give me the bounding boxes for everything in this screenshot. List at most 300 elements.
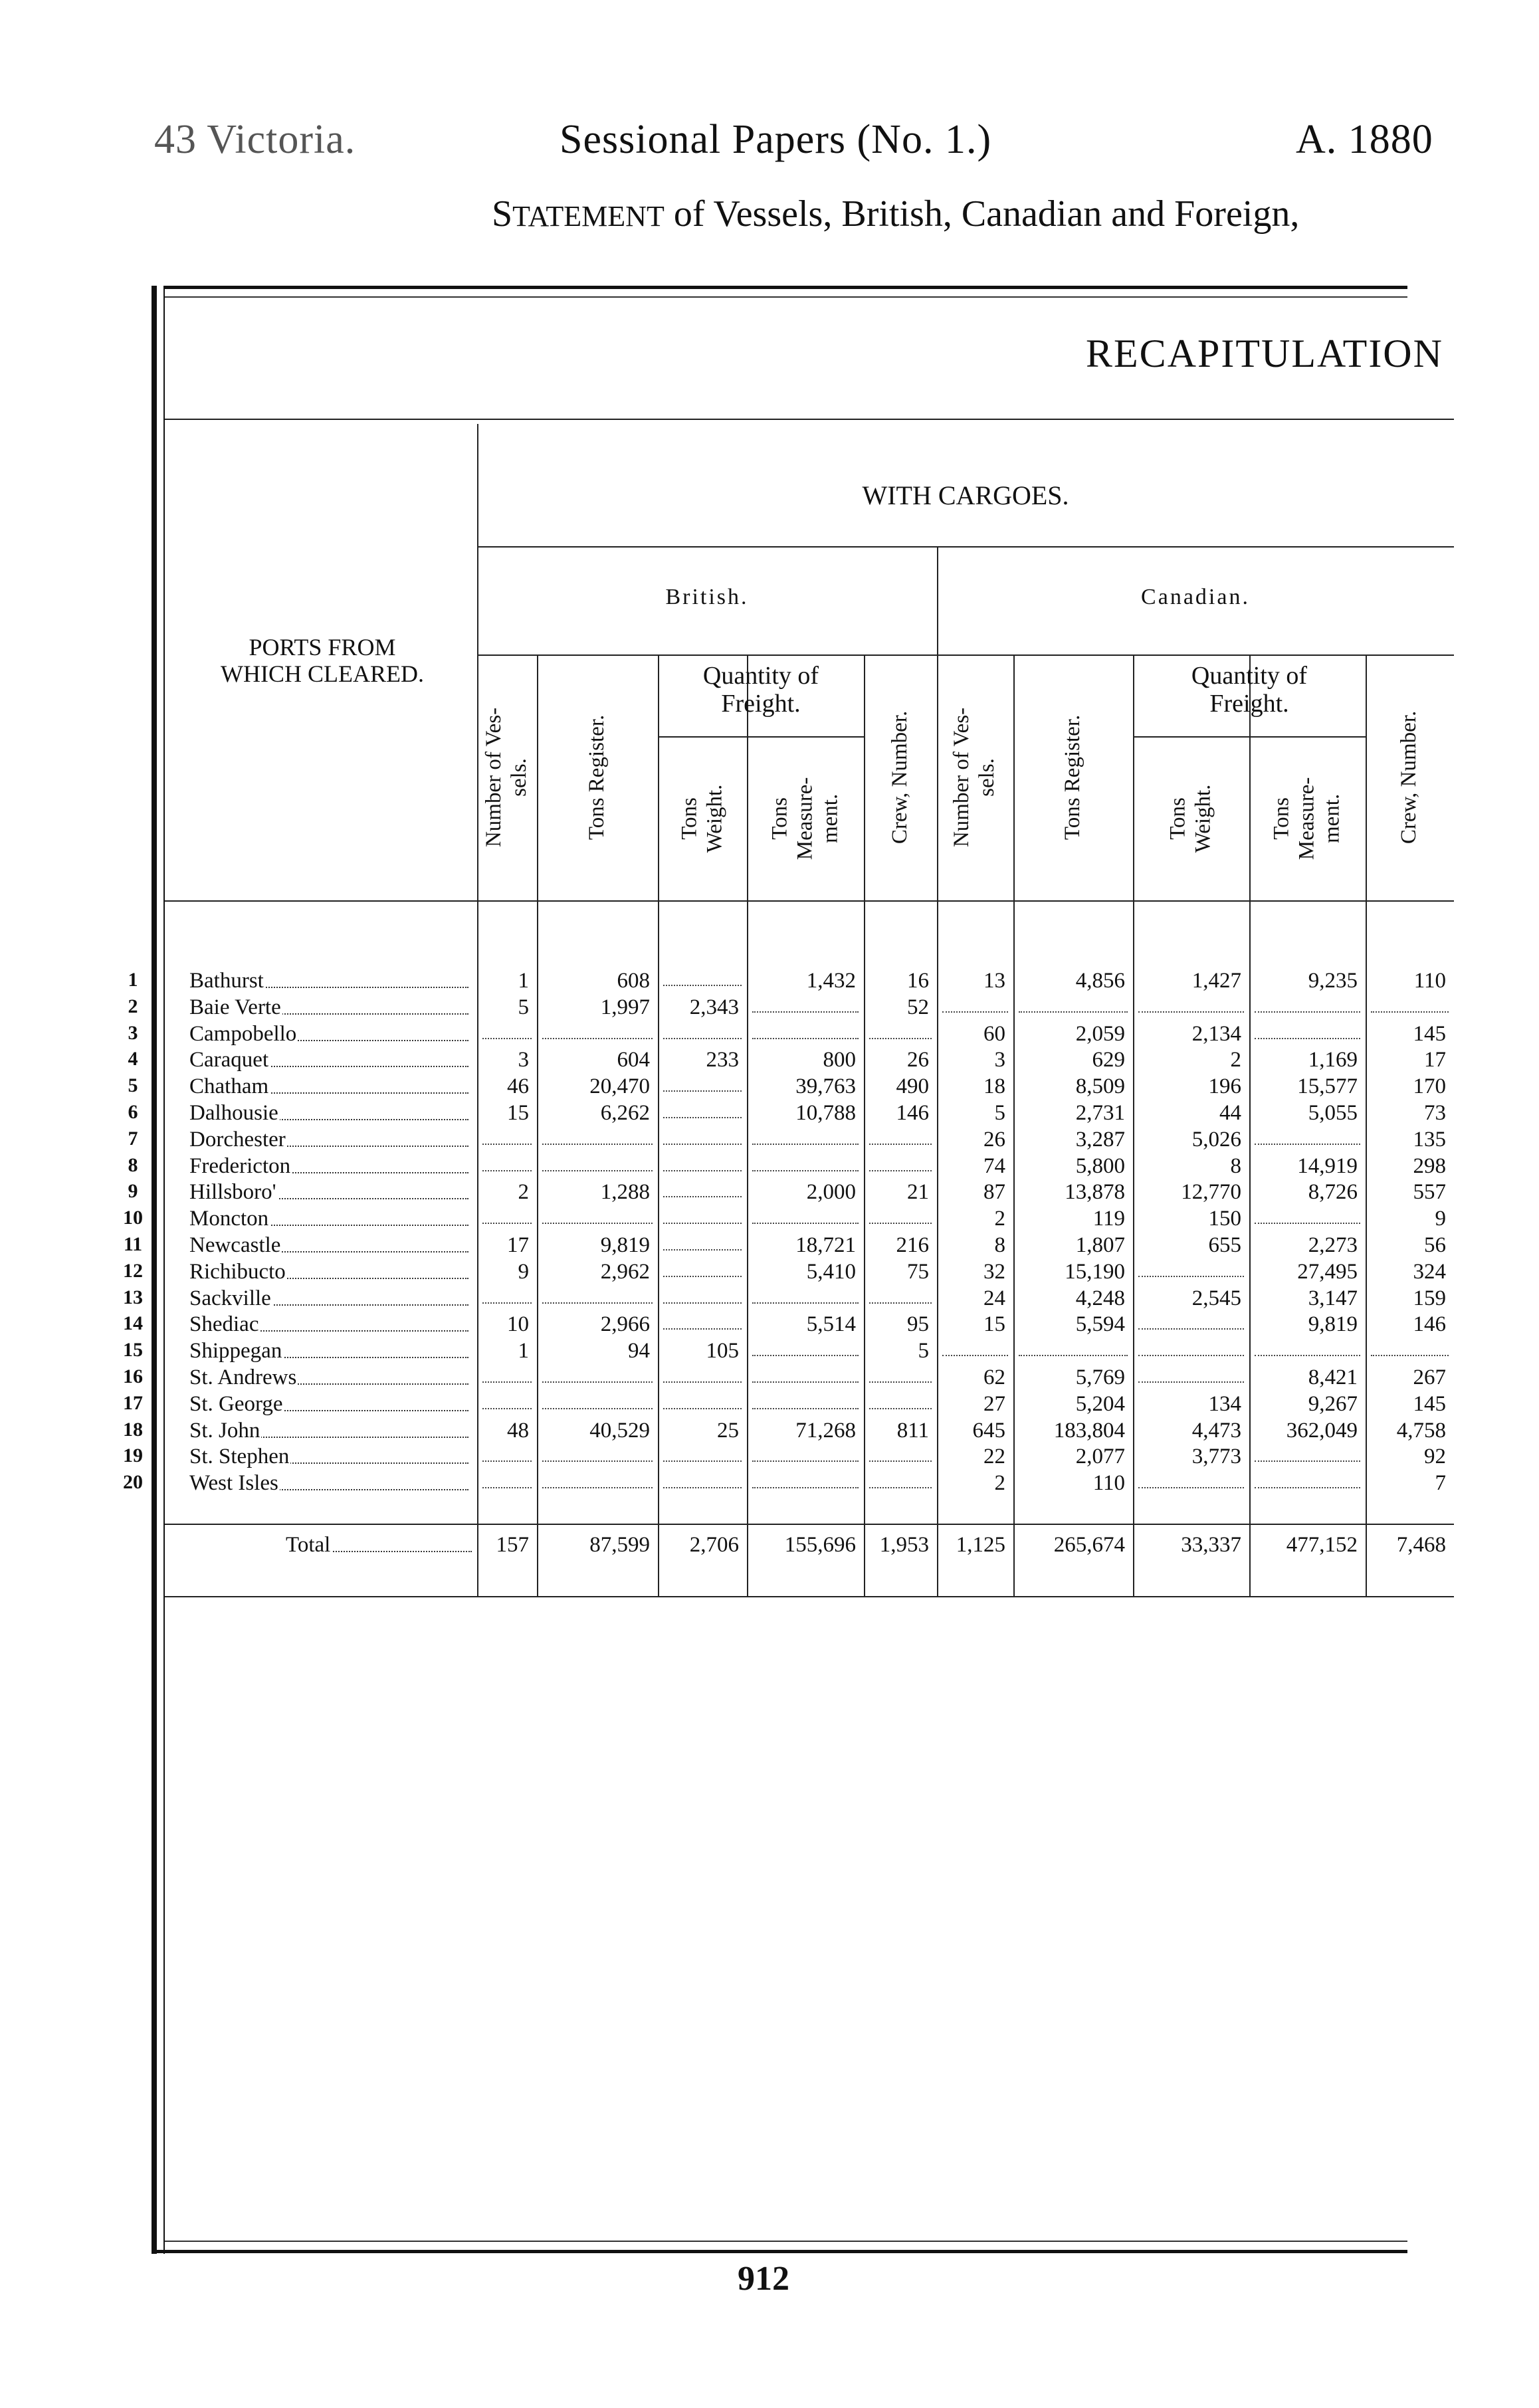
empty-cell-leader	[482, 1038, 532, 1039]
table-cell: 14,919	[1297, 1154, 1358, 1178]
table-cell: 298	[1413, 1154, 1446, 1178]
table-cell: 44	[1219, 1101, 1241, 1125]
british-vessels-heading-text: Number of Ves- sels.	[482, 707, 531, 848]
header-volume: 43 Victoria.	[154, 117, 356, 162]
table-cell: 1	[518, 969, 529, 993]
empty-cell-leader	[1138, 1355, 1244, 1356]
canadian-vessels-heading-text: Number of Ves- sels.	[950, 707, 999, 848]
canadian-tons-register-heading-text: Tons Register.	[1061, 714, 1085, 841]
empty-cell-leader	[663, 1144, 742, 1145]
table-cell: 6,262	[600, 1101, 650, 1125]
table-cell: 1,169	[1308, 1048, 1358, 1072]
table-cell: 5,410	[806, 1259, 856, 1284]
table-cell: 13	[983, 969, 1005, 993]
total-label-text: Total	[286, 1533, 331, 1557]
empty-cell-leader	[752, 1170, 859, 1171]
empty-cell-leader	[482, 1144, 532, 1145]
table-cell: 2,077	[1075, 1445, 1125, 1469]
table-cell: 216	[896, 1233, 929, 1257]
empty-cell-leader	[542, 1460, 653, 1462]
empty-cell-leader	[663, 1487, 742, 1488]
table-cell: 604	[617, 1048, 650, 1072]
table-cell: 8	[1230, 1154, 1241, 1178]
table-cell: 8,509	[1075, 1074, 1125, 1099]
port-name-text: Hillsboro'	[189, 1180, 276, 1205]
table-cell: 5,594	[1075, 1312, 1125, 1337]
table-cell: 7,468	[1396, 1533, 1446, 1557]
port-name-text: Baie Verte	[189, 995, 281, 1019]
empty-cell-leader	[663, 1223, 742, 1224]
table-cell: 17	[507, 1233, 529, 1257]
table-cell: 7	[1435, 1471, 1446, 1496]
empty-cell-leader	[1255, 1038, 1360, 1039]
canadian-tons-measure-heading-text: Tons Measure- ment.	[1269, 777, 1344, 860]
empty-cell-leader	[942, 1011, 1008, 1013]
table-cell: 3	[994, 1048, 1005, 1072]
table-cell: 2,966	[600, 1312, 650, 1337]
port-name-text: Campobello	[189, 1021, 297, 1046]
table-cell: 159	[1413, 1286, 1446, 1310]
table-cell: 2	[994, 1207, 1005, 1231]
table-cell: 105	[706, 1339, 739, 1363]
table-cell: 477,152	[1286, 1533, 1358, 1557]
table-cell: 265,674	[1053, 1533, 1125, 1557]
empty-cell-leader	[1255, 1011, 1360, 1013]
table-cell: 2	[518, 1180, 529, 1205]
empty-cell-leader	[663, 1117, 742, 1118]
empty-cell-leader	[542, 1302, 653, 1304]
canadian-tons-weight-heading-text: Tons Weight.	[1166, 784, 1215, 853]
empty-cell-leader	[869, 1408, 932, 1409]
row-number: 9	[128, 1180, 138, 1203]
table-cell: 48	[507, 1418, 529, 1443]
port-name	[189, 1074, 468, 1099]
table-cell: 5,800	[1075, 1154, 1125, 1178]
table-cell: 62	[983, 1365, 1005, 1389]
port-name-text: Chatham	[189, 1074, 269, 1099]
port-name	[189, 995, 468, 1020]
empty-cell-leader	[1255, 1487, 1360, 1488]
rule-above-total	[165, 1524, 1454, 1525]
table-cell: 26	[983, 1127, 1005, 1152]
table-cell: 170	[1413, 1074, 1446, 1099]
table-cell: 9	[1435, 1207, 1446, 1231]
table-cell: 5,204	[1075, 1391, 1125, 1416]
table-cell: 18	[983, 1074, 1005, 1099]
empty-cell-leader	[663, 1170, 742, 1171]
table-cell: 9,267	[1308, 1391, 1358, 1416]
row-number: 3	[128, 1021, 138, 1044]
table-cell: 155,696	[784, 1533, 856, 1557]
table-cell: 3,147	[1308, 1286, 1358, 1310]
table-cell: 157	[496, 1533, 529, 1557]
canadian-tons-weight-heading	[1133, 736, 1249, 900]
british-tons-register-heading	[537, 654, 658, 900]
empty-cell-leader	[942, 1355, 1008, 1356]
table-cell: 1,427	[1191, 969, 1241, 993]
table-cell: 145	[1413, 1391, 1446, 1416]
header-year: A. 1880	[1296, 117, 1433, 162]
port-name-text: West Isles	[189, 1471, 278, 1496]
british-vessels-heading	[477, 654, 537, 900]
row-number: 14	[123, 1312, 143, 1335]
port-name-text: Caraquet	[189, 1048, 269, 1072]
table-cell: 22	[983, 1445, 1005, 1469]
canadian-vessels-heading	[937, 654, 1013, 900]
table-cell: 16	[907, 969, 929, 993]
table-cell: 5,514	[806, 1312, 856, 1337]
rule-under-headings	[165, 900, 1454, 902]
page-number: 912	[738, 2260, 789, 2298]
table-cell: 32	[983, 1259, 1005, 1284]
table-cell: 71,268	[795, 1418, 856, 1443]
empty-cell-leader	[752, 1011, 859, 1013]
table-cell: 2,273	[1308, 1233, 1358, 1257]
empty-cell-leader	[1255, 1144, 1360, 1145]
table-cell: 1	[518, 1339, 529, 1363]
frame-bottom-rule	[152, 2250, 1407, 2253]
port-name	[189, 1022, 468, 1047]
british-quantity-heading: Quantity of Freight.	[702, 662, 819, 718]
table-cell: 183,804	[1053, 1418, 1125, 1443]
with-cargoes-heading: WITH CARGOES.	[862, 480, 1069, 510]
table-cell: 119	[1092, 1207, 1125, 1231]
table-cell: 24	[983, 1286, 1005, 1310]
table-cell: 12,770	[1181, 1180, 1241, 1205]
table-cell: 800	[823, 1048, 856, 1072]
empty-cell-leader	[663, 1408, 742, 1409]
table-cell: 629	[1092, 1048, 1125, 1072]
port-name	[189, 1260, 468, 1284]
table-cell: 2,706	[689, 1533, 739, 1557]
empty-cell-leader	[1138, 1328, 1244, 1330]
row-number: 16	[123, 1365, 143, 1387]
empty-cell-leader	[869, 1170, 932, 1171]
port-name	[189, 1233, 468, 1258]
table-cell: 146	[1413, 1312, 1446, 1337]
empty-cell-leader	[752, 1408, 859, 1409]
table-cell: 1,288	[600, 1180, 650, 1205]
british-heading: British.	[665, 585, 749, 609]
row-number: 5	[128, 1074, 138, 1097]
table-cell: 135	[1413, 1127, 1446, 1152]
empty-cell-leader	[869, 1381, 932, 1383]
frame-bottom-rule-inner	[165, 2241, 1407, 2242]
empty-cell-leader	[752, 1355, 859, 1356]
empty-cell-leader	[542, 1487, 653, 1488]
table-cell: 110	[1092, 1471, 1125, 1496]
port-name-text: St. John	[189, 1418, 260, 1443]
table-cell: 18,721	[795, 1233, 856, 1257]
british-tons-measure-heading	[747, 736, 864, 900]
table-cell: 60	[983, 1021, 1005, 1046]
table-cell: 13,878	[1065, 1180, 1125, 1205]
empty-cell-leader	[542, 1223, 653, 1224]
table-cell: 9	[518, 1259, 529, 1284]
table-cell: 3	[518, 1048, 529, 1072]
table-cell: 56	[1424, 1233, 1446, 1257]
table-cell: 557	[1413, 1180, 1446, 1205]
port-name	[189, 1339, 468, 1363]
port-name	[189, 1128, 468, 1152]
row-number: 15	[123, 1339, 143, 1361]
recapitulation-heading: RECAPITULATION	[1086, 332, 1443, 375]
table-cell: 95	[907, 1312, 929, 1337]
table-cell: 17	[1424, 1048, 1446, 1072]
canadian-tons-measure-heading	[1249, 736, 1366, 900]
table-cell: 9,819	[600, 1233, 650, 1257]
table-cell: 27	[983, 1391, 1005, 1416]
table-cell: 1,953	[879, 1533, 929, 1557]
empty-cell-leader	[482, 1460, 532, 1462]
empty-cell-leader	[1138, 1011, 1244, 1013]
table-cell: 9,819	[1308, 1312, 1358, 1337]
table-cell: 8	[994, 1233, 1005, 1257]
port-name-text: St. Stephen	[189, 1445, 290, 1469]
table-cell: 150	[1208, 1207, 1241, 1231]
port-name	[189, 1365, 468, 1390]
table-cell: 110	[1413, 969, 1446, 993]
empty-cell-leader	[1019, 1011, 1128, 1013]
empty-cell-leader	[1255, 1355, 1360, 1356]
table-cell: 267	[1413, 1365, 1446, 1389]
table-cell: 75	[907, 1259, 929, 1284]
table-cell: 87	[983, 1180, 1005, 1205]
table-cell: 2,962	[600, 1259, 650, 1284]
port-name	[189, 1180, 468, 1205]
table-cell: 25	[717, 1418, 739, 1443]
empty-cell-leader	[1255, 1460, 1360, 1462]
table-cell: 324	[1413, 1259, 1446, 1284]
table-cell: 52	[907, 995, 929, 1019]
british-crew-heading	[864, 654, 937, 900]
empty-cell-leader	[663, 1328, 742, 1330]
table-cell: 10	[507, 1312, 529, 1337]
table-cell: 27,495	[1297, 1259, 1358, 1284]
table-cell: 2,343	[689, 995, 739, 1019]
canadian-quantity-heading: Quantity of Freight.	[1191, 662, 1308, 718]
empty-cell-leader	[663, 1038, 742, 1039]
port-name-text: Sackville	[189, 1286, 271, 1310]
table-cell: 8,726	[1308, 1180, 1358, 1205]
empty-cell-leader	[482, 1170, 532, 1171]
table-cell: 20,470	[589, 1074, 650, 1099]
statement-title: STATEMENT of Vessels, British, Canadian and Foreign,	[492, 193, 1300, 235]
canadian-crew-heading-text: Crew, Number.	[1397, 710, 1421, 845]
port-name	[189, 1101, 468, 1126]
row-number: 4	[128, 1048, 138, 1070]
table-cell: 74	[983, 1154, 1005, 1178]
empty-cell-leader	[869, 1487, 932, 1488]
row-number: 6	[128, 1101, 138, 1123]
rule-table-bottom	[165, 1596, 1454, 1597]
table-cell: 2,059	[1075, 1021, 1125, 1046]
row-number: 11	[123, 1233, 143, 1255]
table-cell: 4,758	[1396, 1418, 1446, 1443]
canadian-crew-heading	[1366, 654, 1454, 900]
port-name-text: Newcastle	[189, 1233, 281, 1257]
table-cell: 1,125	[956, 1533, 1005, 1557]
header-title: Sessional Papers (No. 1.)	[560, 117, 992, 162]
table-cell: 39,763	[795, 1074, 856, 1099]
empty-cell-leader	[869, 1302, 932, 1304]
frame-left-rule	[152, 286, 157, 2254]
row-number: 7	[128, 1127, 138, 1150]
empty-cell-leader	[663, 1381, 742, 1383]
empty-cell-leader	[663, 1302, 742, 1304]
empty-cell-leader	[663, 985, 742, 986]
table-cell: 9,235	[1308, 969, 1358, 993]
empty-cell-leader	[752, 1144, 859, 1145]
port-name	[189, 1286, 468, 1311]
table-cell: 15,577	[1297, 1074, 1358, 1099]
table-cell: 8,421	[1308, 1365, 1358, 1389]
table-cell: 73	[1424, 1101, 1446, 1125]
port-name-text: St. George	[189, 1391, 283, 1416]
british-tons-weight-heading-text: Tons Weight.	[677, 784, 726, 853]
port-name	[189, 1471, 468, 1496]
table-cell: 146	[896, 1101, 929, 1125]
table-cell: 87,599	[589, 1533, 650, 1557]
port-name-text: Richibucto	[189, 1259, 286, 1284]
table-cell: 94	[628, 1339, 650, 1363]
table-cell: 46	[507, 1074, 529, 1099]
table-cell: 645	[972, 1418, 1005, 1443]
empty-cell-leader	[663, 1276, 742, 1277]
port-name	[189, 1445, 468, 1469]
table-cell: 233	[706, 1048, 739, 1072]
table-cell: 21	[907, 1180, 929, 1205]
port-name-text: Moncton	[189, 1207, 269, 1231]
port-name	[189, 1392, 468, 1417]
empty-cell-leader	[752, 1302, 859, 1304]
canadian-heading: Canadian.	[1141, 585, 1250, 609]
row-number: 13	[123, 1286, 143, 1308]
table-cell: 362,049	[1286, 1418, 1358, 1443]
table-cell: 3,287	[1075, 1127, 1125, 1152]
empty-cell-leader	[542, 1038, 653, 1039]
empty-cell-leader	[869, 1460, 932, 1462]
port-name-text: Shippegan	[189, 1339, 282, 1363]
empty-cell-leader	[482, 1487, 532, 1488]
table-cell: 3,773	[1191, 1445, 1241, 1469]
row-number: 19	[123, 1445, 143, 1467]
table-cell: 1,432	[806, 969, 856, 993]
empty-cell-leader	[1019, 1355, 1128, 1356]
empty-cell-leader	[752, 1038, 859, 1039]
empty-cell-leader	[869, 1144, 932, 1145]
table-cell: 4,248	[1075, 1286, 1125, 1310]
rule-under-with-cargoes	[477, 546, 1454, 548]
empty-cell-leader	[482, 1408, 532, 1409]
british-tons-measure-heading-text: Tons Measure- ment.	[768, 777, 842, 860]
table-cell: 1,997	[600, 995, 650, 1019]
row-number: 17	[123, 1391, 143, 1414]
empty-cell-leader	[752, 1381, 859, 1383]
empty-cell-leader	[869, 1223, 932, 1224]
table-cell: 5,769	[1075, 1365, 1125, 1389]
empty-cell-leader	[1255, 1223, 1360, 1224]
port-name-text: Shediac	[189, 1312, 259, 1337]
table-cell: 15	[507, 1101, 529, 1125]
empty-cell-leader	[482, 1223, 532, 1224]
row-number: 18	[123, 1418, 143, 1441]
british-tons-register-heading-text: Tons Register.	[585, 714, 609, 841]
british-tons-weight-heading	[658, 736, 747, 900]
table-cell: 145	[1413, 1021, 1446, 1046]
table-cell: 10,788	[795, 1101, 856, 1125]
frame-top-rule-inner	[165, 296, 1407, 298]
port-name	[189, 1207, 468, 1231]
empty-cell-leader	[1371, 1011, 1449, 1013]
table-cell: 15	[983, 1312, 1005, 1337]
row-number: 8	[128, 1154, 138, 1176]
table-cell: 655	[1208, 1233, 1241, 1257]
table-cell: 2,731	[1075, 1101, 1125, 1125]
table-cell: 608	[617, 969, 650, 993]
port-name	[189, 969, 468, 993]
empty-cell-leader	[869, 1038, 932, 1039]
port-name-text: Fredericton	[189, 1154, 291, 1178]
british-crew-heading-text: Crew, Number.	[888, 710, 912, 845]
table-cell: 196	[1208, 1074, 1241, 1099]
port-name-text: Bathurst	[189, 969, 264, 993]
table-cell: 5	[918, 1339, 929, 1363]
empty-cell-leader	[663, 1249, 742, 1251]
table-cell: 2	[1230, 1048, 1241, 1072]
empty-cell-leader	[663, 1460, 742, 1462]
table-cell: 5,055	[1308, 1101, 1358, 1125]
table-cell: 40,529	[589, 1418, 650, 1443]
empty-cell-leader	[542, 1144, 653, 1145]
empty-cell-leader	[1371, 1355, 1449, 1356]
table-cell: 33,337	[1181, 1533, 1241, 1557]
port-name	[189, 1154, 468, 1179]
empty-cell-leader	[752, 1460, 859, 1462]
table-cell: 2,545	[1191, 1286, 1241, 1310]
row-number: 12	[123, 1259, 143, 1282]
frame-top-rule	[165, 286, 1407, 289]
empty-cell-leader	[663, 1090, 742, 1092]
table-cell: 92	[1424, 1445, 1446, 1469]
table-cell: 2	[994, 1471, 1005, 1496]
table-cell: 5,026	[1191, 1127, 1241, 1152]
frame-left-rule-inner	[163, 286, 165, 2254]
row-number: 2	[128, 995, 138, 1017]
empty-cell-leader	[752, 1487, 859, 1488]
table-cell: 2,134	[1191, 1021, 1241, 1046]
port-name	[189, 1048, 468, 1072]
table-cell: 4,473	[1191, 1418, 1241, 1443]
port-name	[189, 1312, 468, 1337]
empty-cell-leader	[1138, 1381, 1244, 1383]
table-cell: 2,000	[806, 1180, 856, 1205]
row-number: 10	[123, 1207, 143, 1229]
empty-cell-leader	[542, 1381, 653, 1383]
rule-under-recap	[165, 419, 1454, 420]
port-name-text: Dorchester	[189, 1127, 286, 1152]
port-name-text: Dalhousie	[189, 1101, 278, 1125]
canadian-tons-register-heading	[1013, 654, 1133, 900]
table-cell: 1,807	[1075, 1233, 1125, 1257]
table-cell: 26	[907, 1048, 929, 1072]
table-cell: 5	[518, 995, 529, 1019]
ports-column-heading: PORTS FROM WHICH CLEARED.	[221, 634, 424, 687]
row-number: 1	[128, 969, 138, 991]
empty-cell-leader	[542, 1408, 653, 1409]
row-number: 20	[123, 1471, 143, 1494]
empty-cell-leader	[1138, 1487, 1244, 1488]
